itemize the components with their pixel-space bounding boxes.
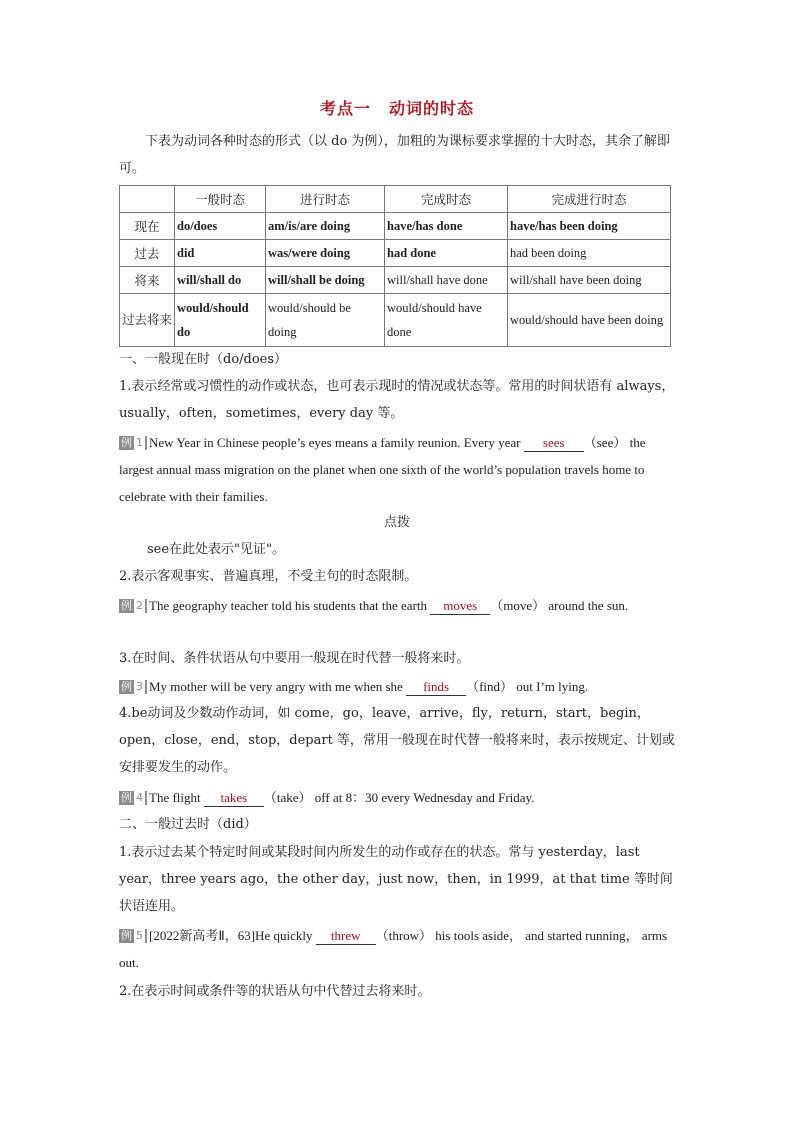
section1-heading: 一、一般现在时（do/does） — [119, 352, 288, 367]
table-cell: will/shall do — [175, 267, 266, 294]
table-cell: do/does — [175, 213, 266, 240]
answer-blank: finds — [406, 679, 466, 696]
table-cell: have/has done — [385, 213, 508, 240]
section1-point2: 2.表示客观事实、普遍真理，不受主句的时态限制。 — [119, 569, 418, 584]
section2-point1: 1.表示过去某个特定时间或某段时间内所发生的动作或存在的状态。常与 yesterday，last year，three years ago，the other day，just now，then，in 1999，at that time 等时间状语连用。 — [119, 845, 673, 914]
section1-point4: 4.be动词及少数动作动词，如 come，go，leave，arrive，fly，return，start，begin，open，close，end，stop，depart 等，常用一般现在时代替一般将来时，表示按规定、计划或安排要发生的动作。 — [119, 706, 675, 775]
table-cell: 将来 — [120, 267, 175, 294]
example-4 — [119, 784, 675, 811]
section1-point3: 3.在时间、条件状语从句中要用一般现在时代替一般将来时。 — [119, 651, 470, 666]
example-text: （take） off at 8：30 every Wednesday and Friday. — [263, 790, 535, 805]
intro-paragraph: 下表为动词各种时态的形式（以 do 为例），加粗的为课标要求掌握的十大时态，其余了解即可。 — [119, 134, 670, 176]
table-cell: 过去将来 — [120, 294, 175, 347]
table-cell: will/shall have been doing — [508, 267, 671, 294]
title-part1: 考点一 — [319, 99, 371, 118]
example-5 — [119, 922, 675, 976]
example-badge: 例 2 — [119, 599, 147, 613]
example-text: My mother will be very angry with me when she — [149, 679, 407, 694]
example-text: New Year in Chinese people’s eyes means a family reunion. Every year — [149, 435, 524, 450]
answer-blank: takes — [204, 790, 264, 807]
section2-point2: 2.在表示时间或条件等的状语从句中代替过去将来时。 — [119, 984, 431, 999]
answer-blank: moves — [430, 598, 490, 615]
table-header: 完成时态 — [385, 186, 508, 213]
section2-heading: 二、一般过去时（did） — [119, 817, 257, 832]
table-header — [120, 186, 175, 213]
table-header-row — [120, 186, 671, 213]
example-3 — [119, 673, 675, 700]
page-title — [0, 96, 794, 119]
tense-table — [119, 185, 671, 347]
table-header: 进行时态 — [266, 186, 385, 213]
example-text: （see） the largest annual mass migration on the planet when one sixth of the world’s population travels home to celebrate with their families. — [119, 435, 646, 504]
table-header: 一般时态 — [175, 186, 266, 213]
answer-blank: threw — [316, 928, 376, 945]
table-cell: 过去 — [120, 240, 175, 267]
example-badge: 例 1 — [119, 436, 147, 450]
table-cell: would/should have done — [385, 294, 508, 347]
example-2 — [119, 592, 675, 619]
table-cell: am/is/are doing — [266, 213, 385, 240]
table-cell: will/shall have done — [385, 267, 508, 294]
example-badge: 例 4 — [119, 791, 147, 805]
example-text: The flight — [149, 790, 204, 805]
example-text: （throw） his tools aside， and started running， arms out. — [119, 928, 668, 970]
table-cell: had been doing — [508, 240, 671, 267]
table-cell: was/were doing — [266, 240, 385, 267]
table-header: 完成进行时态 — [508, 186, 671, 213]
table-cell: did — [175, 240, 266, 267]
answer-blank: sees — [524, 435, 584, 452]
table-cell: will/shall be doing — [266, 267, 385, 294]
example-text: （find） out I’m lying. — [466, 679, 589, 694]
example-badge: 例 3 — [119, 680, 147, 694]
example-text: The geography teacher told his students that the earth — [149, 598, 431, 613]
example-text: [2022新高考Ⅱ，63]He quickly — [149, 928, 316, 943]
table-row — [120, 240, 671, 267]
table-cell: have/has been doing — [508, 213, 671, 240]
table-cell: would/should do — [175, 294, 266, 347]
table-cell: 现在 — [120, 213, 175, 240]
title-part2: 动词的时态 — [389, 99, 475, 118]
example-text: （move） around the sun. — [490, 598, 629, 613]
table-row — [120, 294, 671, 347]
example-1 — [119, 429, 675, 510]
table-row — [120, 267, 671, 294]
section1-point1: 1.表示经常或习惯性的动作或状态，也可表示现时的情况或状态等。常用的时间状语有 always，usually，often，sometimes，every day 等。 — [119, 379, 675, 421]
table-cell: had done — [385, 240, 508, 267]
table-row — [120, 213, 671, 240]
table-cell: would/should be doing — [266, 294, 385, 347]
example-badge: 例 5 — [119, 929, 147, 943]
table-cell: would/should have been doing — [508, 294, 671, 347]
tip-text: see在此处表示"见证"。 — [147, 542, 286, 557]
tip-title: 点拨 — [383, 515, 410, 530]
